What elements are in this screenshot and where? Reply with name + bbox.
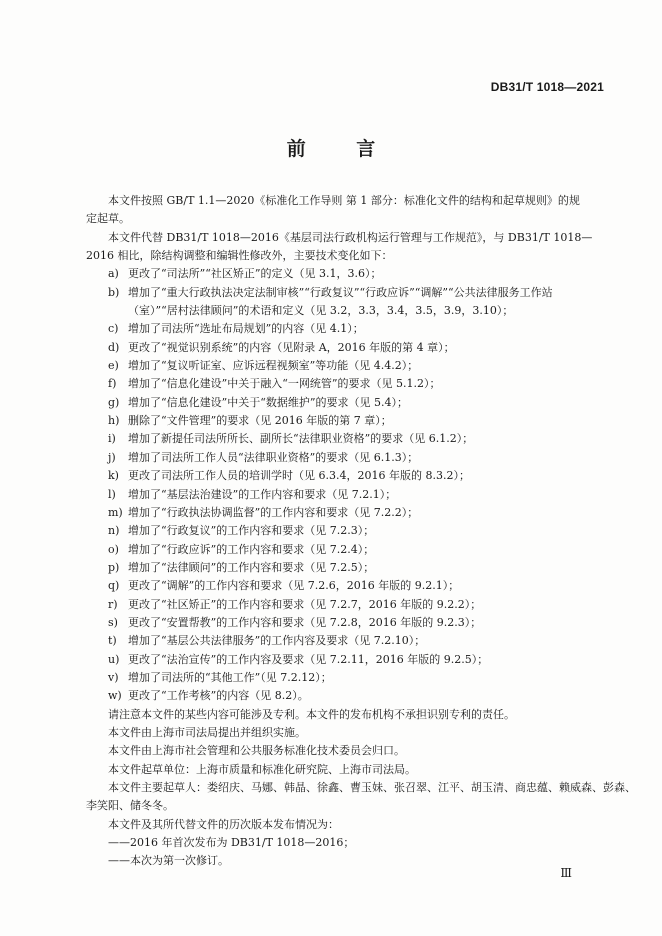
change-item-text: 增加了“法律顾问”的工作内容和要求（见 7.2.5）； (128, 560, 375, 574)
change-item (86, 320, 596, 338)
change-item-label: n) (108, 524, 120, 538)
change-item-text: 增加了新提任司法所所长、副所长“法律职业资格”的要求（见 6.1.2）； (128, 432, 474, 446)
drafters-line-2: 李笑阳、储冬冬。 (86, 799, 174, 813)
intro-line-2: 定起草。 (86, 212, 130, 226)
change-item (86, 577, 596, 595)
change-item-text: 增加了“复议听证室、应诉远程视频室”等功能（见 4.4.2）； (128, 359, 419, 373)
change-item-label: w) (108, 689, 122, 703)
history-item: ——本次为第一次修订。 (108, 854, 229, 868)
change-item-label: i) (108, 432, 116, 446)
history-item: ——2016 年首次发布为 DB31/T 1018—2016； (108, 836, 355, 850)
change-item (86, 284, 596, 302)
change-item-text: 更改了司法所工作人员的培训学时（见 6.3.4，2016 年版的 8.3.2）； (128, 469, 470, 483)
intro-line-1: 本文件按照 GB/T 1.1—2020《标准化工作导则 第 1 部分：标准化文件的结构和起草规则》的规 (108, 194, 580, 207)
change-item (86, 394, 596, 412)
change-item-text: 更改了“安置帮教”的工作内容和要求（见 7.2.8，2016 年版的 9.2.3）； (128, 615, 482, 629)
change-item-text: 增加了“行政应诉”的工作内容和要求（见 7.2.4）； (128, 542, 375, 556)
change-item-label: e) (108, 359, 119, 373)
history-intro: 本文件及其所代替文件的历次版本发布情况为： (108, 817, 339, 831)
change-item-text: 更改了“工作考核”的内容（见 8.2）。 (128, 689, 309, 703)
change-item-text: 增加了司法所“选址布局规划”的内容（见 4.1）； (128, 322, 364, 336)
change-item-text: 增加了“重大行政执法决定法制审核”“行政复议”“行政应诉”“调解”“公共法律服务工作站 (128, 285, 553, 299)
change-item-label: c) (108, 322, 119, 336)
change-item-text: 删除了“文件管理”的要求（见 2016 年版的第 7 章）； (128, 414, 392, 428)
change-item-label: v) (108, 670, 119, 684)
change-item-label: a) (108, 267, 119, 281)
change-item (86, 522, 596, 540)
change-item (86, 430, 596, 448)
change-item (86, 339, 596, 357)
change-item-label: k) (108, 469, 119, 483)
change-item-text: 增加了“信息化建设”中关于融入“一网统管”的要求（见 5.1.2）； (128, 377, 441, 391)
drafters-line-1: 本文件主要起草人：娄绍庆、马娜、韩晶、徐鑫、曹玉妹、张召翠、江平、胡玉清、商忠蕴、赖威森、彭森、 (108, 781, 636, 794)
change-item-label: q) (108, 579, 120, 593)
change-item-text: 更改了“调解”的工作内容和要求（见 7.2.6，2016 年版的 9.2.1）； (128, 579, 460, 593)
standard-code: DB31/T 1018—2021 (490, 80, 604, 94)
change-item (86, 541, 596, 559)
change-item (86, 687, 596, 705)
change-item-text: 增加了司法所的“其他工作”（见 7.2.12）； (128, 670, 332, 684)
change-item-text: 增加了“基层公共法律服务”的工作内容及要求（见 7.2.10）； (128, 634, 426, 648)
page-title: 前 言 (286, 138, 398, 160)
change-item-text: 增加了“行政执法协调监督”的工作内容和要求（见 7.2.2）； (128, 505, 419, 519)
change-item (86, 357, 596, 375)
proposer: 本文件由上海市司法局提出并组织实施。 (108, 725, 306, 739)
change-item (86, 669, 596, 687)
change-item-text: 更改了“司法所”“社区矫正”的定义（见 3.1，3.6）； (128, 267, 382, 281)
change-item-text: 增加了“信息化建设”中关于“数据维护”的要求（见 5.4）； (128, 395, 408, 409)
patent-notice: 请注意本文件的某些内容可能涉及专利。本文件的发布机构不承担识别专利的责任。 (108, 707, 515, 721)
change-item-label: t) (108, 634, 117, 648)
change-item-label: h) (108, 414, 120, 428)
replace-line-1: 本文件代替 DB31/T 1018—2016《基层司法行政机构运行管理与工作规范》，与 DB31/T 1018— (108, 230, 593, 244)
change-item (86, 559, 596, 577)
change-item (86, 614, 596, 632)
change-item (86, 651, 596, 669)
change-item-label: j) (108, 450, 116, 464)
change-item-label: u) (108, 652, 120, 666)
change-item (86, 596, 596, 614)
change-item (86, 467, 596, 485)
change-item (86, 375, 596, 393)
change-item-continuation: （室）”“居村法律顾问”的术语和定义（见 3.2，3.3，3.4，3.5，3.9，3.10）； (128, 304, 514, 318)
change-item (86, 412, 596, 430)
change-item (86, 265, 596, 283)
change-item (86, 504, 596, 522)
change-item-label: m) (108, 505, 123, 519)
change-item (86, 486, 596, 504)
change-item-label: o) (108, 542, 119, 556)
changes-list (86, 265, 596, 705)
change-item (86, 449, 596, 467)
change-item-label: r) (108, 597, 118, 611)
change-item-label: f) (108, 377, 117, 391)
centralized-unit: 本文件由上海市社会管理和公共服务标准化技术委员会归口。 (108, 744, 405, 758)
change-item-text: 更改了“法治宣传”的工作内容及要求（见 7.2.11，2016 年版的 9.2.5）； (128, 652, 489, 666)
change-item (86, 632, 596, 650)
change-item-label: l) (108, 487, 116, 501)
change-item-text: 更改了“社区矫正”的工作内容和要求（见 7.2.7，2016 年版的 9.2.2）； (128, 597, 482, 611)
change-item-label: p) (108, 560, 120, 574)
foreword-body (86, 192, 636, 871)
change-item-label: s) (108, 615, 118, 629)
replace-line-2: 2016 相比，除结构调整和编辑性修改外，主要技术变化如下： (86, 249, 393, 263)
page-number: Ⅲ (560, 866, 572, 880)
change-item-label: g) (108, 395, 120, 409)
change-item-text: 增加了司法所工作人员“法律职业资格”的要求（见 6.1.3）； (128, 450, 419, 464)
change-item-text: 增加了“基层法治建设”的工作内容和要求（见 7.2.1）； (128, 487, 397, 501)
change-item-label: b) (108, 285, 120, 299)
change-item-text: 更改了“视觉识别系统”的内容（见附录 A，2016 年版的第 4 章）； (128, 340, 455, 354)
drafting-units: 本文件起草单位：上海市质量和标准化研究院、上海市司法局。 (108, 762, 416, 776)
change-item-label: d) (108, 340, 120, 354)
change-item-text: 增加了“行政复议”的工作内容和要求（见 7.2.3）； (128, 524, 375, 538)
